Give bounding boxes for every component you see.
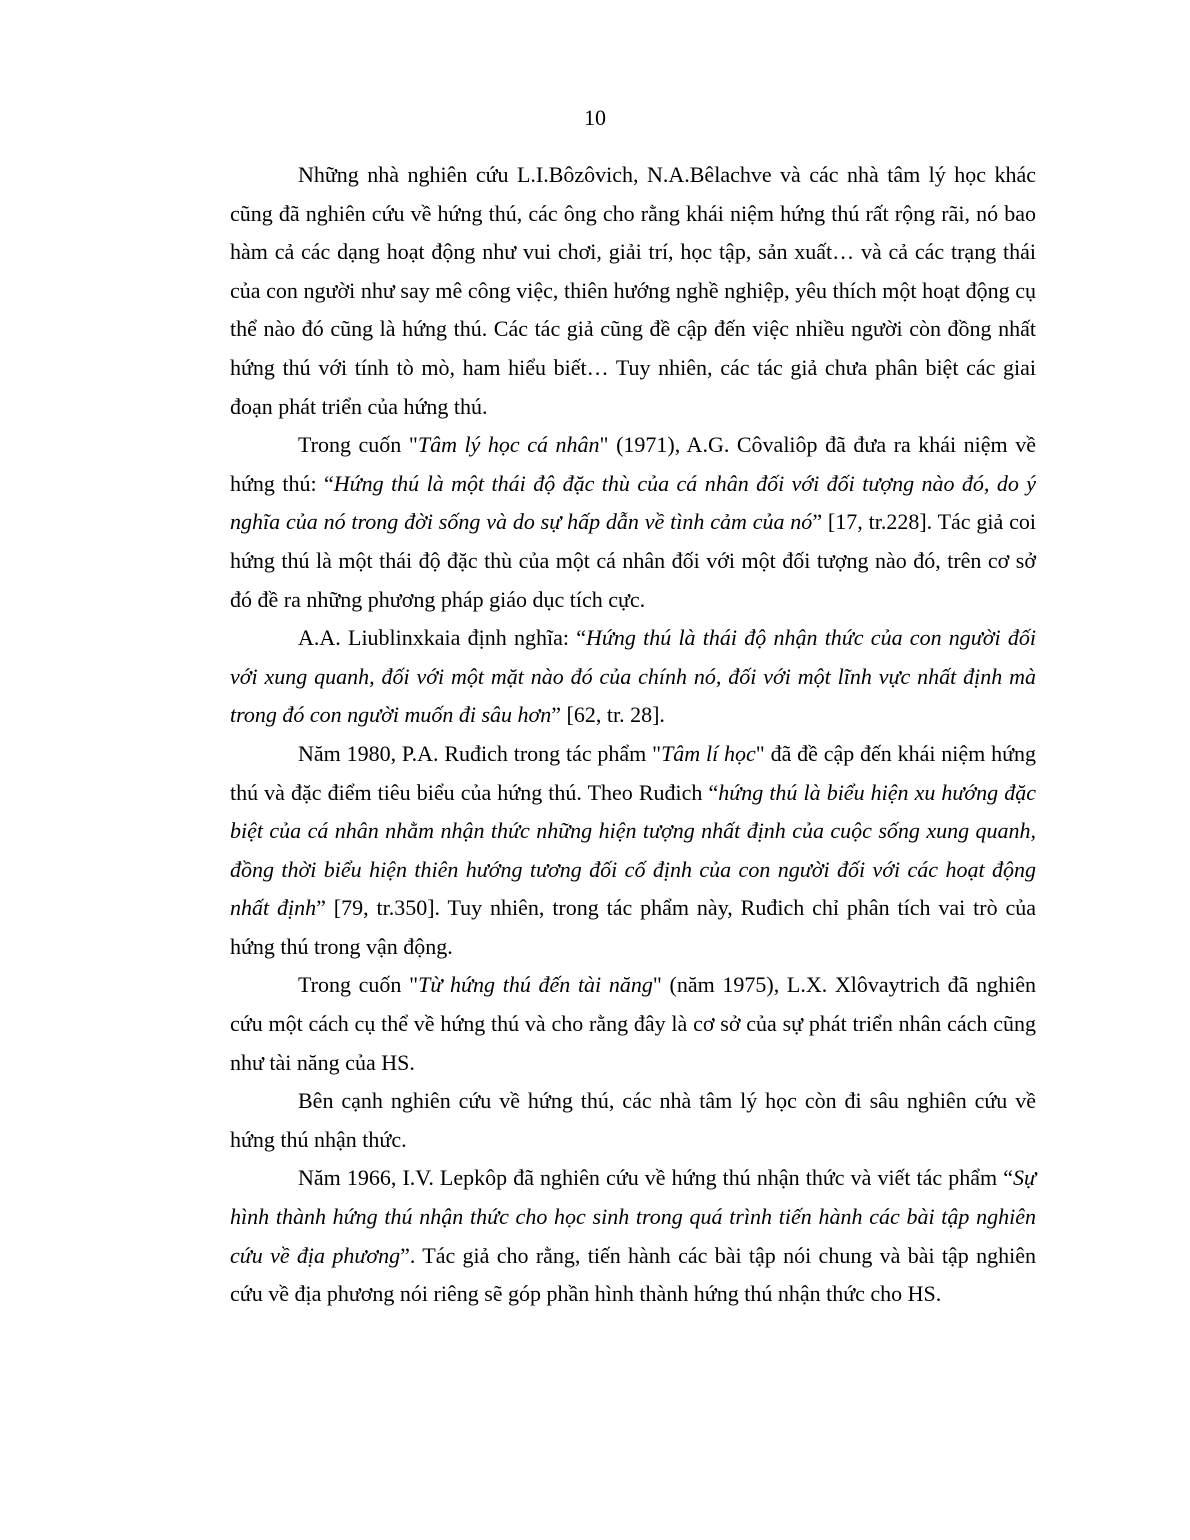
text-run: Năm 1966, I.V. Lepkôp đã nghiên cứu về hứng thú nhận thức và viết tác phẩm “	[298, 1165, 1013, 1191]
text-run: Bên cạnh nghiên cứu về hứng thú, các nhà tâm lý học còn đi sâu nghiên cứu về hứng thú nhận thức.	[230, 1088, 1036, 1152]
text-run: ” [62, tr. 28].	[551, 702, 665, 728]
text-run: Trong cuốn "	[298, 432, 418, 458]
italic-text-run: Hứng thú là một thái độ đặc thù của cá nhân đối với đối tượng nào đó, do ý nghĩa của nó trong đời sống và do sự hấp dẫn về tình cảm của nó	[230, 470, 1037, 535]
paragraph-1	[230, 156, 1036, 426]
text-run: Năm 1980, P.A. Ruđich trong tác phẩm "	[298, 740, 662, 766]
italic-text-run: Từ hứng thú đến tài năng	[418, 972, 653, 998]
text-run: ” [17, tr.228]. Tác giả coi hứng thú là một thái độ đặc thù của một cá nhân đối với một đối tượng nào đó, trên cơ sở đó đề ra những phương pháp giáo dục tích cực.	[230, 509, 1036, 612]
paragraph-4	[230, 735, 1036, 967]
text-run: Trong cuốn "	[298, 972, 419, 998]
text-run: A.A. Liublinxkaia định nghĩa: “	[298, 625, 586, 651]
paragraph-5	[230, 966, 1036, 1082]
text-run: " đã đề cập đến khái niệm hứng thú và đặc điểm tiêu biểu của hứng thú. Theo Ruđich “	[230, 740, 1036, 805]
text-run: Những nhà nghiên cứu L.I.Bôzôvich, N.A.Bêlachve và các nhà tâm lý học khác cũng đã nghiên cứu về hứng thú, các ông cho rằng khái niệm hứng thú rất rộng rãi, nó bao hàm cả các dạng hoạt động như vui chơi, giải trí, học tập, sản xuất… và cả các trạng thái của con người như say mê công việc, thiên hướng nghề nghiệp, yêu thích một hoạt động cụ thể nào đó cũng là hứng thú. Các tác giả cũng đề cập đến việc nhiều người còn đồng nhất hứng thú với tính tò mò, ham hiểu biết… Tuy nhiên, các tác giả chưa phân biệt các giai đoạn phát triển của hứng thú.	[230, 162, 1036, 419]
text-run: ”. Tác giả cho rằng, tiến hành các bài tập nói chung và bài tập nghiên cứu về địa phương nói riêng sẽ góp phần hình thành hứng thú nhận thức cho HS.	[230, 1242, 1036, 1307]
italic-text-run: Tâm lí học	[661, 740, 756, 766]
body-text	[230, 156, 1036, 1314]
text-run: ” [79, tr.350]. Tuy nhiên, trong tác phẩm này, Ruđich chỉ phân tích vai trò của hứng thú trong vận động.	[230, 895, 1036, 959]
page-number: 10	[584, 105, 606, 130]
paragraph-7	[230, 1159, 1036, 1313]
italic-text-run: Sự hình thành hứng thú nhận thức cho học sinh trong quá trình tiến hành các bài tập nghiên cứu về địa phương	[230, 1165, 1036, 1268]
paragraph-2	[230, 426, 1036, 619]
paragraph-6	[230, 1082, 1036, 1159]
italic-text-run: hứng thú là biểu hiện xu hướng đặc biệt của cá nhân nhằm nhận thức những hiện tượng nhất định của cuộc sống xung quanh, đồng thời biểu hiện thiên hướng tương đối cố định của con người đối với các hoạt động nhất định	[230, 779, 1037, 921]
italic-text-run: Hứng thú là thái độ nhận thức của con người đối với xung quanh, đối với một mặt nào đó của chính nó, đối với một lĩnh vực nhất định mà trong đó con người muốn đi sâu hơn	[230, 625, 1036, 728]
text-run: " (1971), A.G. Côvaliôp đã đưa ra khái niệm về hứng thú: “	[230, 432, 1036, 496]
text-run: " (năm 1975), L.X. Xlôvaytrich đã nghiên cứu một cách cụ thể về hứng thú và cho rằng đây là cơ sở của sự phát triển nhân cách cũng như tài năng của HS.	[230, 972, 1036, 1075]
paragraph-3	[230, 619, 1036, 735]
italic-text-run: Tâm lý học cá nhân	[417, 432, 600, 458]
